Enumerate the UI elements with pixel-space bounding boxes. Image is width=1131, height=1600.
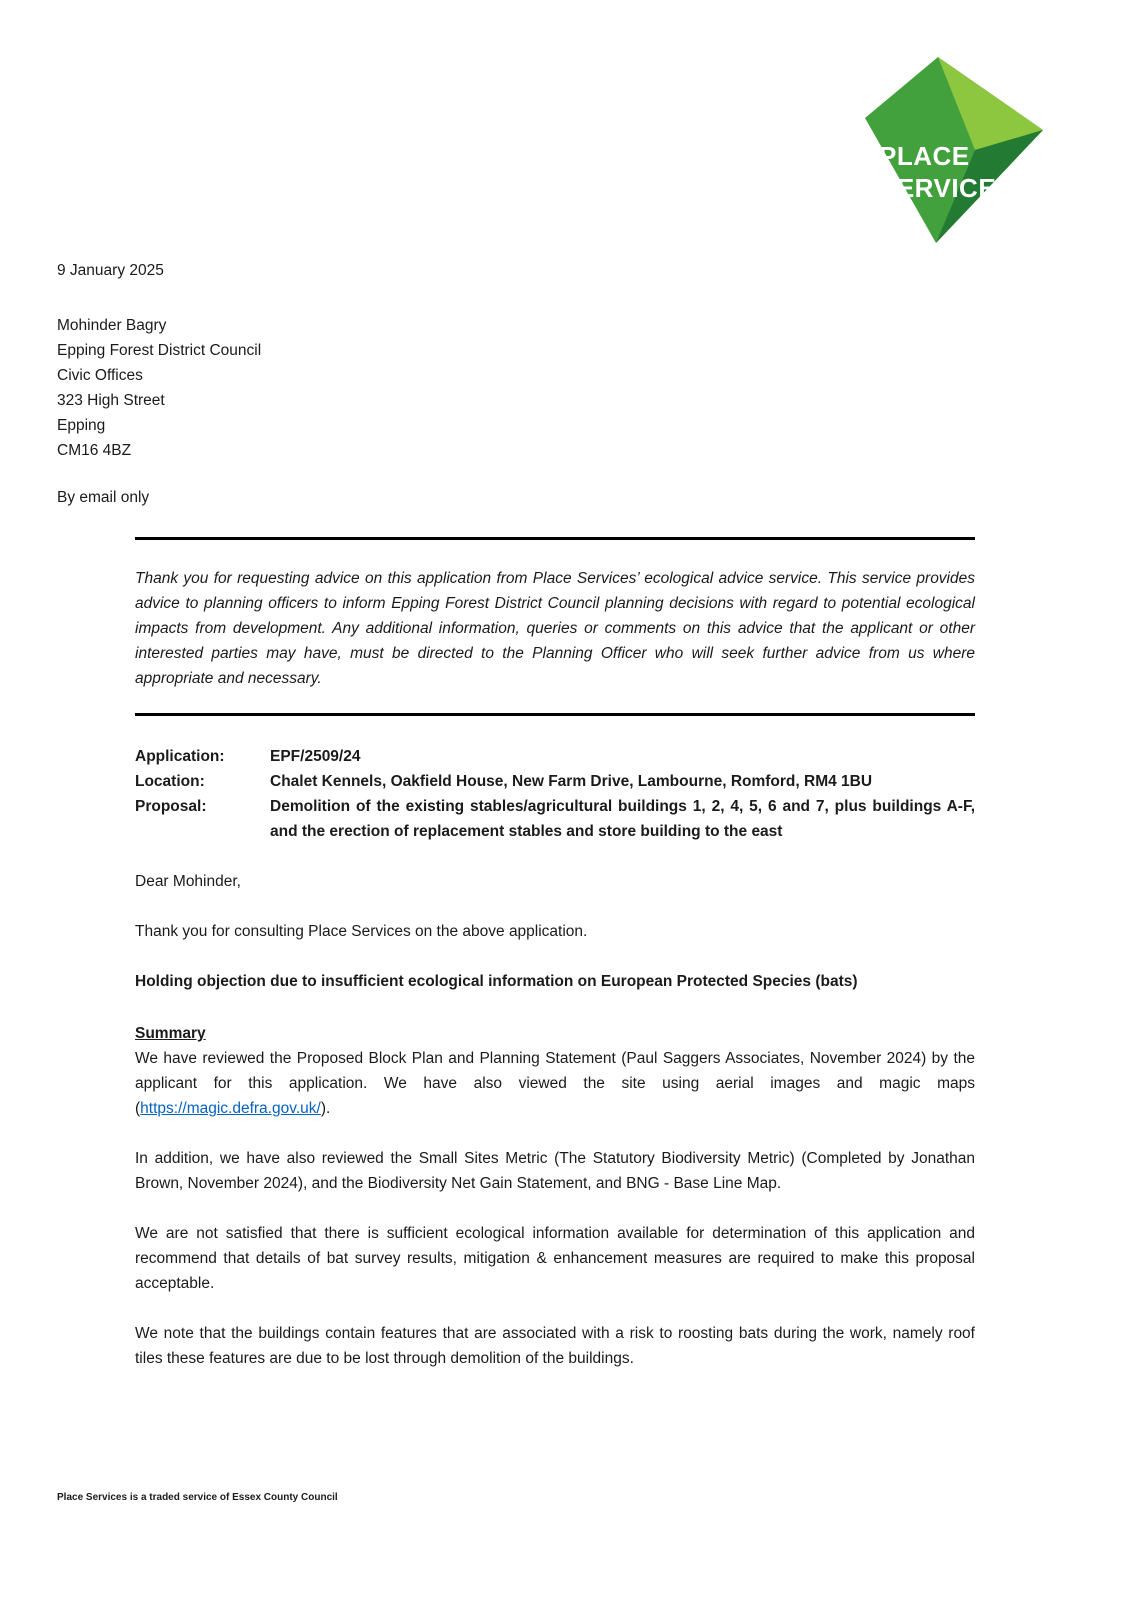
recipient-org: Epping Forest District Council — [57, 342, 262, 359]
place-services-logo-graphic — [865, 55, 1047, 247]
recipient-address-line: Epping — [57, 417, 106, 434]
application-details — [135, 744, 975, 844]
recipient-postcode: CM16 4BZ — [57, 442, 132, 459]
proposal-label: Proposal: — [135, 798, 207, 815]
holding-objection-statement: Holding objection due to insufficient ecological information on European Protected Species (bats) — [135, 973, 858, 990]
place-services-logo — [865, 55, 1047, 247]
magic-maps-link[interactable]: https://magic.defra.gov.uk/ — [140, 1100, 321, 1117]
location-value: Chalet Kennels, Oakfield House, New Farm Drive, Lambourne, Romford, RM4 1BU — [270, 773, 873, 790]
summary-paragraph-1-close: ). — [320, 1100, 331, 1117]
recipient-address-line: 323 High Street — [57, 392, 165, 409]
delivery-method: By email only — [57, 489, 150, 506]
location-label: Location: — [135, 773, 205, 790]
location-row — [135, 769, 975, 794]
summary-paragraph-3: We are not satisfied that there is sufficient ecological information available for determination of this application and recommend that details of bat survey results, mitigation & enhancement measures are required to make this proposal acceptable. — [135, 1225, 975, 1292]
summary-paragraph-4: We note that the buildings contain features that are associated with a risk to roosting bats during the work, namely roof tiles these features are due to be lost through demolition of the buildings. — [135, 1325, 975, 1367]
application-reference: EPF/2509/24 — [270, 748, 361, 765]
summary-paragraph-1-text: We have reviewed the Proposed Block Plan and Planning Statement (Paul Saggers Associates, November 2024) by the applicant for this application. We have also viewed the site using aerial images and magic maps ( — [135, 1050, 975, 1117]
recipient-name: Mohinder Bagry — [57, 317, 167, 334]
letter-content — [135, 537, 975, 1371]
logo-text-place: PLACE — [879, 141, 970, 171]
recipient-address — [57, 313, 1131, 463]
salutation: Dear Mohinder, — [135, 873, 241, 890]
summary-heading: Summary — [135, 1025, 206, 1042]
proposal-row — [135, 794, 975, 844]
notice-paragraph: Thank you for requesting advice on this application from Place Services’ ecological advice service. This service provides advice to planning officers to inform Epping Forest District Council planning decisions with regard to potential ecological impacts from development. Any additional information, queries or comments on this advice that the applicant or other interested parties may have, must be directed to the Planning Officer who will seek further advice from us where appropriate and necessary. — [135, 570, 975, 687]
logo-text-services: SERVICES — [879, 173, 1015, 203]
application-row — [135, 744, 975, 769]
section-divider-bottom — [135, 713, 975, 716]
proposal-value: Demolition of the existing stables/agricultural buildings 1, 2, 4, 5, 6 and 7, plus buildings A-F, and the erection of replacement stables and store building to the east — [270, 798, 975, 840]
footer-note: Place Services is a traded service of Essex County Council — [57, 1492, 338, 1503]
intro-paragraph: Thank you for consulting Place Services on the above application. — [135, 923, 588, 940]
recipient-address-line: Civic Offices — [57, 367, 143, 384]
section-divider-top — [135, 537, 975, 540]
application-label: Application: — [135, 748, 225, 765]
summary-paragraph-2: In addition, we have also reviewed the Small Sites Metric (The Statutory Biodiversity Metric) (Completed by Jonathan Brown, November 2024), and the Biodiversity Net Gain Statement, and BNG - Base Line Map. — [135, 1150, 975, 1192]
summary-paragraph-1 — [135, 1046, 975, 1121]
letter-date: 9 January 2025 — [57, 262, 164, 279]
